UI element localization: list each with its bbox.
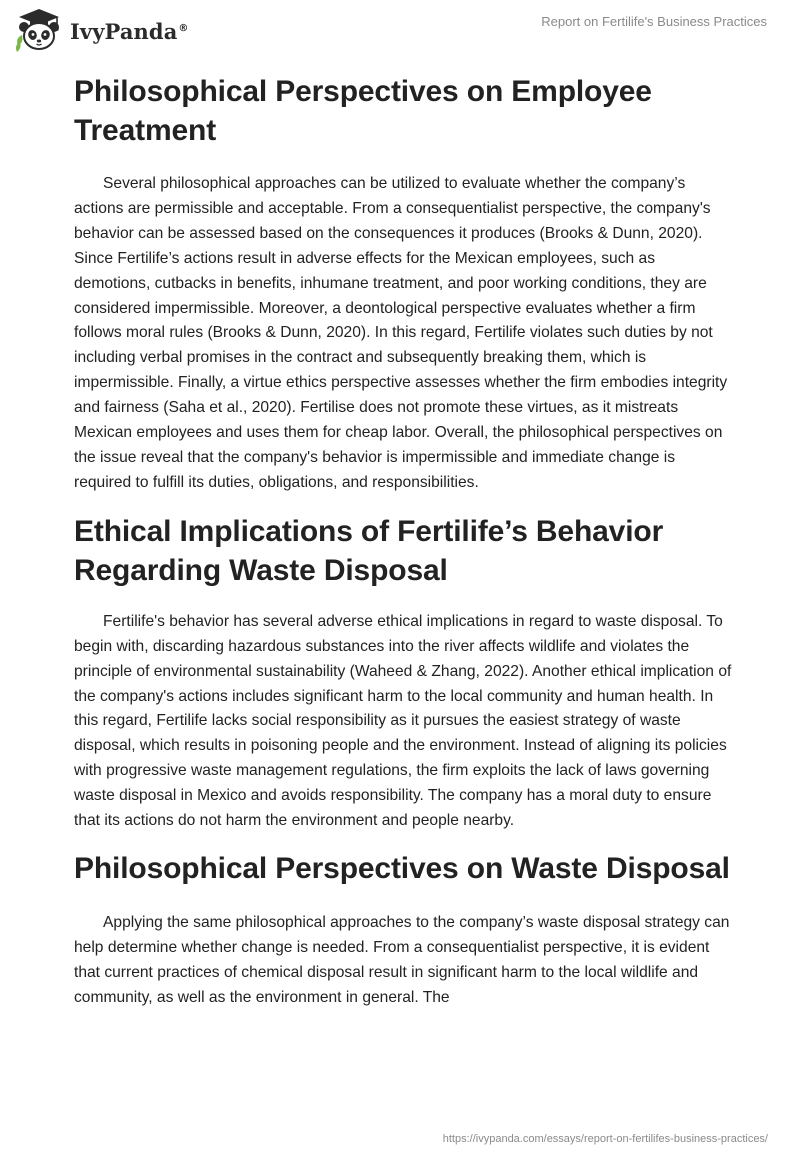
section-heading: Philosophical Perspectives on Waste Disposal (74, 851, 730, 885)
section-heading: Ethical Implications of Fertilife’s Behavior Regarding Waste Disposal (74, 514, 664, 587)
registered-mark: ® (178, 22, 189, 34)
section-paragraph: Applying the same philosophical approaches to the company’s waste disposal strategy can help determine whether change is needed. From a consequentialist perspective, it is evident that current practices of chemical disposal result in significant harm to the local wildlife and community, as well as the environment in general. The (74, 913, 730, 1006)
page-header (0, 0, 800, 60)
section-paragraph: Several philosophical approaches can be utilized to evaluate whether the company’s actions are permissible and acceptable. From a consequentialist perspective, the company's behavior can be assessed based on the consequences it produces (Brooks & Dunn, 2020). Since Fertilife’s actions result in adverse effects for the Mexican employees, such as demotions, cutbacks in benefits, inhumane treatment, and poor working conditions, they are considered impermissible. Moreover, a deontological perspective evaluates whether a firm follows moral rules (Brooks & Dunn, 2020). In this regard, Fertilife violates such duties by not including verbal promises in the contract and subsequently breaking them, which is impermissible. Finally, a virtue ethics perspective assesses whether the firm embodies integrity and fairness (Saha et al., 2020). Fertilise does not promote these virtues, as it mistreats Mexican employees and uses them for cheap labor. Overall, the philosophical perspectives on the issue reveal that the company's behavior is impermissible and immediate change is required to fulfill its duties, obligations, and responsibilities. (74, 175, 728, 491)
ivypanda-logo[interactable] (14, 8, 189, 52)
brand-name: IvyPanda® (70, 18, 189, 44)
document-title: Report on Fertilife's Business Practices (541, 14, 767, 29)
panda-graduate-icon (14, 8, 64, 52)
source-url[interactable]: https://ivypanda.com/essays/report-on-fertilifes-business-practices/ (442, 1133, 768, 1145)
article-body (74, 72, 734, 1011)
section-heading: Philosophical Perspectives on Employee Treatment (74, 75, 652, 147)
section-paragraph: Fertilife's behavior has several adverse ethical implications in regard to waste disposal. To begin with, discarding hazardous substances into the river affects wildlife and violates the principle of environmental sustainability (Waheed & Zhang, 2022). Another ethical implication of the company's actions includes significant harm to the local community and human health. In this regard, Fertilife lacks social responsibility as it pursues the easiest strategy of waste disposal, which results in poisoning people and the environment. Instead of aligning its policies with progressive waste management regulations, the firm exploits the lack of laws governing waste disposal in Mexico and avoids responsibility. The company has a moral duty to ensure that its actions do not harm the environment and people nearby. (74, 612, 732, 830)
